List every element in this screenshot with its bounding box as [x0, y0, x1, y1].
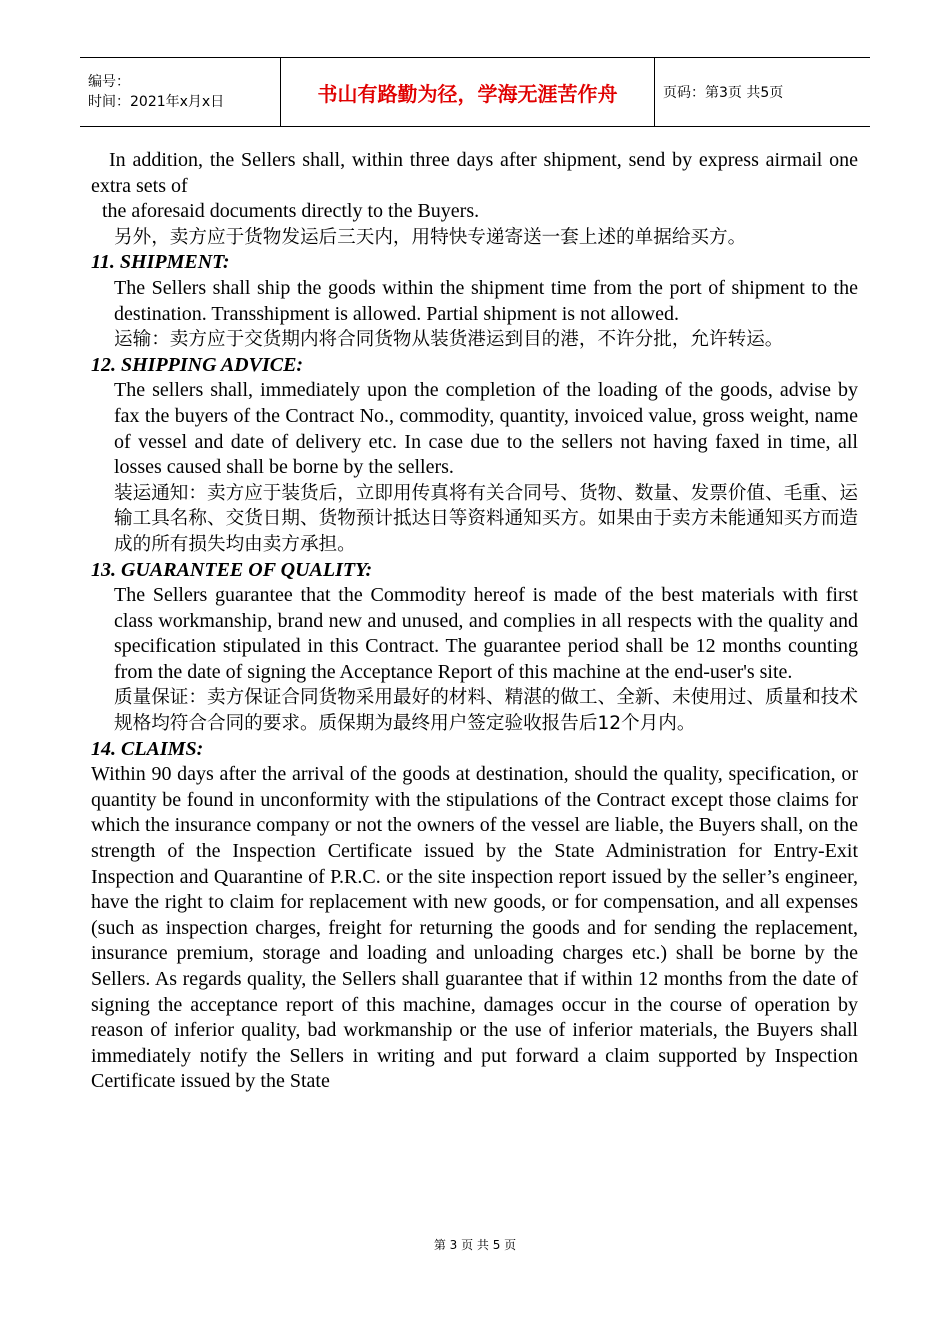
- section-title-guarantee-of-quality: 13. GUARANTEE OF QUALITY:: [91, 558, 373, 581]
- intro-english-paragraph: In addition, the Sellers shall, within three days after shipment, send by express airmail one extra sets of: [91, 149, 858, 197]
- section-title-shipping-advice: 12. SHIPPING ADVICE:: [91, 353, 304, 376]
- document-time-label: 时间：2021年x月x日: [88, 94, 225, 110]
- claims-english-paragraph: Within 90 days after the arrival of the goods at destination, should the quality, specification, or quantity be found in unconformity with the stipulations of the Contract except those claims for which the insurance company or not the owners of the vessel are liable, the Buyers shall, on the strength of the Inspection Certificate issued by the State Administration for Entry-Exit Inspection and Quarantine of P.R.C. or the site inspection report issued by the seller’s engineer, have the right to claim for replacement with new goods, or for compensation, and all expenses (such as inspection charges, freight for returning the goods and for sending the replacement, insurance premium, storage and loading and unloading charges etc.) shall be borne by the Sellers. As regards quality, the Sellers shall guarantee that if within 12 months from the date of signing the acceptance report of this machine, damages occur in the course of operation by reason of inferior quality, bad workmanship or the use of inferior materials, the Buyers shall immediately notify the Sellers in writing and put forward a claim supported by Inspection Certificate issued by the State: [91, 763, 858, 1093]
- guarantee-english-paragraph: The Sellers guarantee that the Commodity hereof is made of the best materials with first class workmanship, brand new and unused, and complies in all respects with the quality and specification stipulated in this Contract. The guarantee period shall be 12 months counting from the date of signing the Acceptance Report of this machine at the end-user's site.: [114, 584, 858, 683]
- shipment-english-paragraph: The Sellers shall ship the goods within the shipment time from the port of shipment to the destination. Transshipment is allowed. Partial shipment is not allowed.: [114, 276, 858, 325]
- section-title-claims: 14. CLAIMS:: [91, 737, 204, 760]
- document-number-label: 编号：: [88, 74, 130, 90]
- intro-chinese-paragraph: 另外，卖方应于货物发运后三天内，用特快专递寄送一套上述的单据给买方。: [114, 226, 747, 248]
- header-meta: [80, 58, 281, 126]
- header-motto: 书山有路勤为径，学海无涯苦作舟: [281, 58, 655, 126]
- page-footer: 第 3 页 共 5 页: [433, 1238, 517, 1252]
- section-title-shipment: 11. SHIPMENT:: [91, 251, 230, 274]
- shipping-advice-english-paragraph: The sellers shall, immediately upon the completion of the loading of the goods, advise by fax the buyers of the Contract No., commodity, quantity, invoiced value, gross weight, name of vessel and date of delivery etc. In case due to the sellers not having faxed in time, all losses caused shall be borne by the sellers.: [114, 379, 858, 479]
- header-page-label: 页码：第3页 共5页: [663, 85, 784, 101]
- shipment-chinese-paragraph: 运输：卖方应于交货期内将合同货物从装货港运到目的港，不许分批，允许转运。: [114, 329, 784, 351]
- intro-english-continuation: the aforesaid documents directly to the Buyers.: [102, 200, 480, 223]
- shipping-advice-chinese-paragraph: 装运通知：卖方应于装货后，立即用传真将有关合同号、货物、数量、发票价值、毛重、运输工具名称、交货日期、货物预计抵达日等资料通知买方。如果由于卖方未能通知买方而造成的所有损失均由卖方承担。: [114, 482, 858, 555]
- guarantee-chinese-paragraph: 质量保证：卖方保证合同货物采用最好的材料、精湛的做工、全新、未使用过、质量和技术规格均符合合同的要求。质保期为最终用户签定验收报告后12个月内。: [114, 687, 858, 735]
- document-body: [91, 148, 858, 1095]
- page-header: [80, 57, 870, 127]
